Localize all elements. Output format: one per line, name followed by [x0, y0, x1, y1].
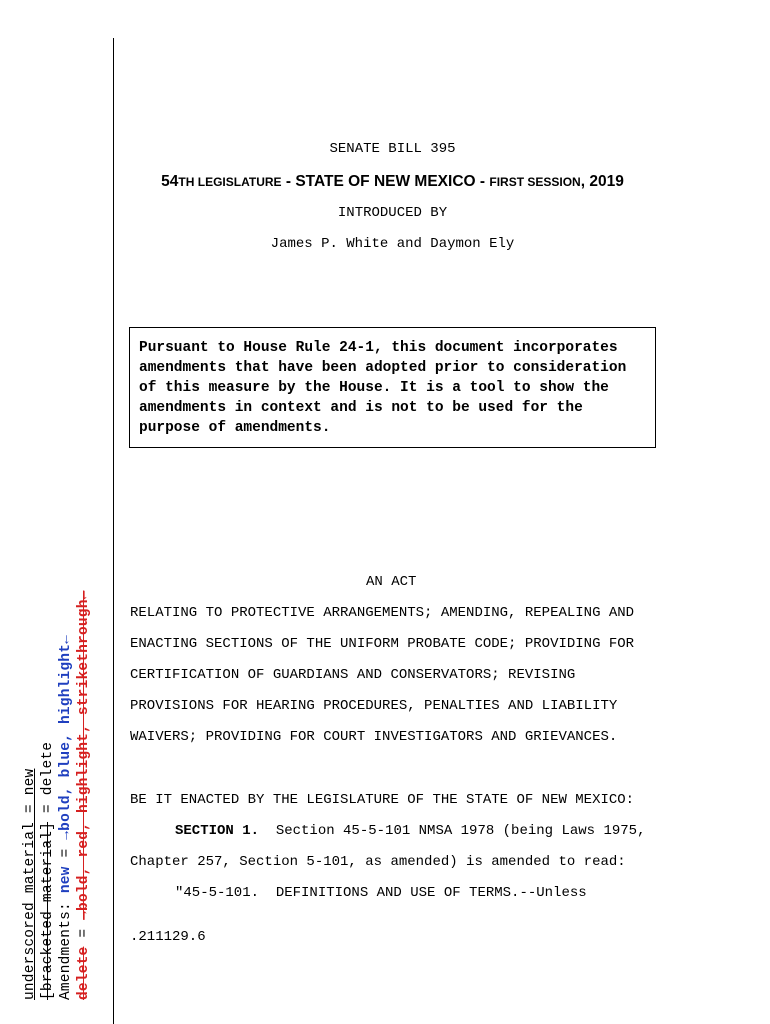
legend-bracketed: [bracketed material] = delete: [40, 741, 56, 1000]
notice-line: of this measure by the House. It is a tool to show the: [139, 380, 609, 396]
introduced-by: INTRODUCED BY: [337, 205, 448, 221]
legislature-header: 54TH LEGISLATURE - STATE OF NEW MEXICO - FIRST SESSION, 2019: [161, 173, 624, 190]
notice-line: amendments in context and is not to be used for the: [139, 400, 583, 416]
sponsors: James P. White and Daymon Ely: [270, 236, 515, 252]
enacting-clause: BE IT ENACTED BY THE LEGISLATURE OF THE STATE OF NEW MEXICO:: [130, 792, 635, 808]
act-title-line: ENACTING SECTIONS OF THE UNIFORM PROBATE CODE; PROVIDING FOR: [130, 636, 635, 652]
notice-line: amendments that have been adopted prior to consideration: [139, 360, 627, 376]
margin-rule: [113, 38, 114, 1024]
act-title-line: RELATING TO PROTECTIVE ARRANGEMENTS; AMENDING, REPEALING AND: [130, 605, 635, 621]
notice-line: Pursuant to House Rule 24-1, this document incorporates: [139, 340, 618, 356]
document-code: .211129.6: [130, 929, 206, 945]
section-1-heading: SECTION 1. Section 45-5-101 NMSA 1978 (being Laws 1975,: [175, 823, 646, 839]
act-title-line: CERTIFICATION OF GUARDIANS AND CONSERVATORS; REVISING: [130, 667, 576, 683]
section-1-definition: "45-5-101. DEFINITIONS AND USE OF TERMS.--Unless: [175, 885, 587, 901]
legend-amendments-delete: delete = →bold, red, highlight, strikethrough←: [76, 590, 92, 1000]
act-title: AN ACT: [366, 574, 417, 590]
notice-line: purpose of amendments.: [139, 420, 331, 436]
section-1-line: Chapter 257, Section 5-101, as amended) is amended to read:: [130, 854, 626, 870]
bill-number: SENATE BILL 395: [329, 141, 456, 157]
legend-amendments-new: Amendments: new = →bold, blue, highlight←: [58, 635, 74, 1000]
act-title-line: WAIVERS; PROVIDING FOR COURT INVESTIGATORS AND GRIEVANCES.: [130, 729, 618, 745]
house-rule-notice: [129, 327, 656, 448]
legend-underscored: underscored material = new: [22, 768, 38, 1000]
act-title-line: PROVISIONS FOR HEARING PROCEDURES, PENALTIES AND LIABILITY: [130, 698, 618, 714]
